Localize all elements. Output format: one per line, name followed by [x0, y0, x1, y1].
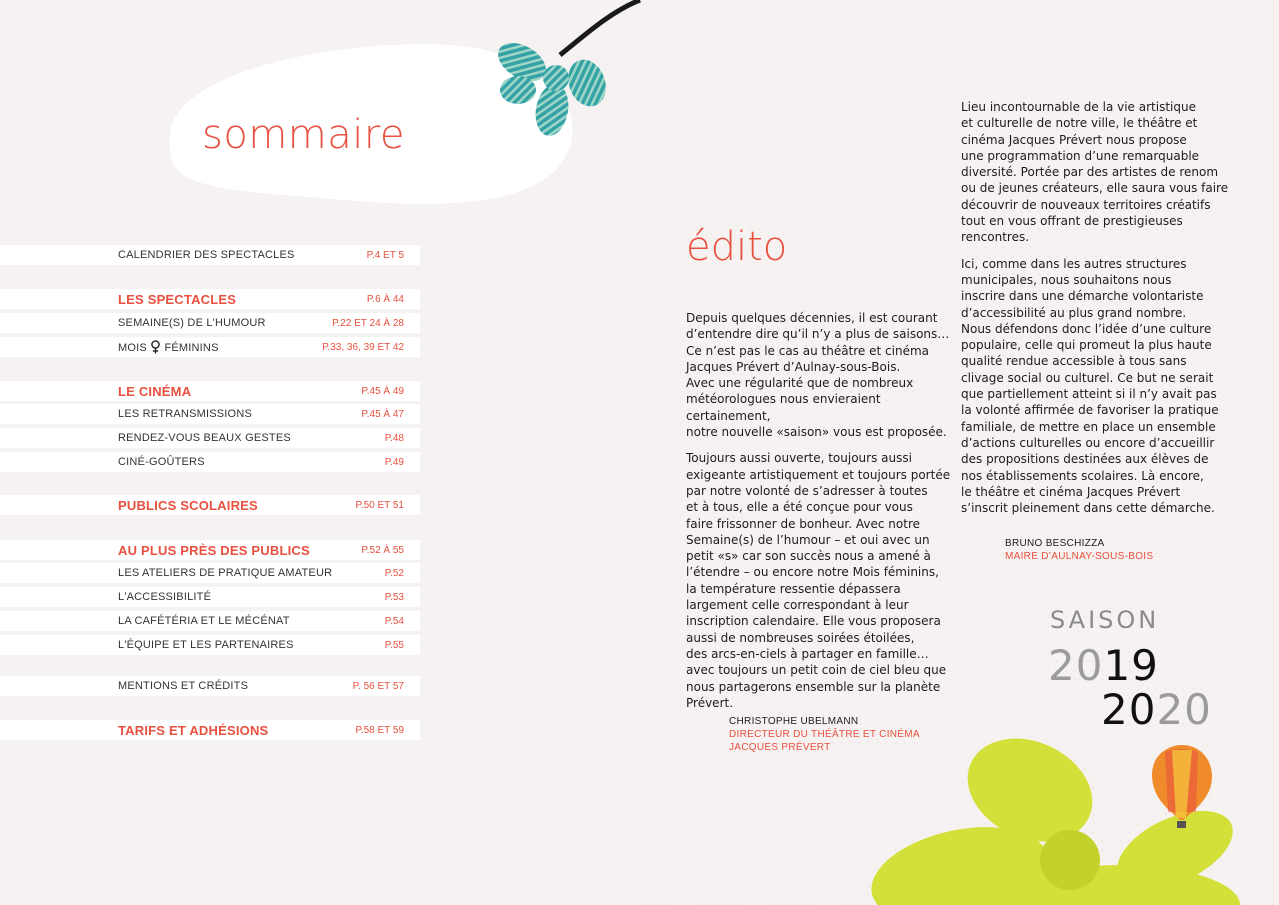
toc-page: P.45 À 49: [361, 385, 404, 397]
mayor-signature: [1005, 537, 1153, 563]
year-digits-black: 19: [1103, 641, 1159, 690]
season-label: SAISON: [1050, 606, 1160, 634]
toc-row[interactable]: [0, 337, 420, 357]
toc-label: AU PLUS PRÈS DES PUBLICS: [118, 542, 310, 558]
toc-row[interactable]: [0, 635, 420, 655]
toc-section-row[interactable]: [0, 289, 420, 309]
toc-label-before: MOIS: [118, 342, 147, 354]
toc-label: SEMAINE(S) DE L'HUMOUR: [118, 317, 266, 329]
season-year-start: [1048, 641, 1159, 690]
toc-row[interactable]: [0, 676, 420, 696]
toc-label: PUBLICS SCOLAIRES: [118, 497, 258, 513]
toc-row[interactable]: [0, 245, 420, 265]
edito-paragraph: Toujours aussi ouverte, toujours aussi exigeante artistiquement et toujours portée par notre volonté de s’adresser à toutes et à tous, elle a été conçue pour vous faire frissonner de bonheur. Avec notre Semaine(s) de l’humour – et oui avec un petit «s» car son succès nous a amené à l’étendre – ou encore notre Mois féminins, la température ressentie dépassera largement celle correspondant à leur inscription calendaire. Elle vous proposera aussi de nombreuses soirées étoilées, des arcs-en-ciels à partager en famille… avec toujours un petit coin de ciel bleu que nous partagerons ensemble sur la planète Prévert.: [686, 451, 951, 710]
sommaire-title: sommaire: [202, 112, 406, 158]
toc-label: LE CINÉMA: [118, 383, 192, 399]
signature-role: DIRECTEUR DU THÉÂTRE ET CINÉMA JACQUES PRÉVERT: [729, 729, 920, 753]
mayor-paragraph: Lieu incontournable de la vie artistique et culturelle de notre ville, le théâtre et cinéma Jacques Prévert nous propose une programmation d’une remarquable diversité. Portée par des artistes de renom ou de jeunes créateurs, elle saura vous faire découvrir de nouveaux territoires créatifs tout en vous offrant de prestigieuses rencontres.: [961, 100, 1229, 245]
mayor-body: [961, 99, 1231, 526]
toc-page: P.52 À 55: [361, 544, 404, 556]
toc-label: L'ACCESSIBILITÉ: [118, 591, 212, 603]
toc-page: P.22 ET 24 À 28: [332, 317, 404, 329]
toc-section-row[interactable]: [0, 540, 420, 560]
edito-body: [686, 310, 956, 721]
toc-page: P.55: [384, 639, 404, 651]
signature-name: CHRISTOPHE UBELMANN: [729, 716, 859, 727]
edito-signature: [729, 715, 920, 754]
year-digits-gray: 20: [1156, 685, 1212, 734]
toc-label: LES RETRANSMISSIONS: [118, 408, 252, 420]
toc-row[interactable]: [0, 452, 420, 472]
edito-title: édito: [686, 224, 788, 270]
toc-page: P.53: [384, 591, 404, 603]
edito-paragraph: Depuis quelques décennies, il est courant d’entendre dire qu’il n’y a plus de saisons… Ce n’est pas le cas au théâtre et cinéma Jacques Prévert d’Aulnay-sous-Bois. Avec une régularité que de nombreux météorologues nous envieraient certainement, notre nouvelle «saison» vous est proposée.: [686, 311, 950, 440]
toc-label: CALENDRIER DES SPECTACLES: [118, 249, 295, 261]
toc-label: LES SPECTACLES: [118, 291, 237, 307]
toc-page: P. 56 ET 57: [352, 680, 404, 692]
toc-label: [118, 340, 219, 354]
toc-label: RENDEZ-VOUS BEAUX GESTES: [118, 432, 291, 444]
toc-page: P.33, 36, 39 ET 42: [322, 341, 404, 353]
toc-label: CINÉ-GOÛTERS: [118, 456, 205, 468]
toc-row[interactable]: [0, 313, 420, 333]
toc-page: P.4 ET 5: [366, 249, 404, 261]
toc-page: P.58 ET 59: [355, 724, 404, 736]
signature-name: BRUNO BESCHIZZA: [1005, 538, 1105, 549]
toc-row[interactable]: [0, 587, 420, 607]
toc-section-row[interactable]: [0, 720, 420, 740]
toc-label: LES ATELIERS DE PRATIQUE AMATEUR: [118, 567, 333, 579]
toc-label: MENTIONS ET CRÉDITS: [118, 680, 249, 692]
toc-label-after: FÉMININS: [164, 342, 219, 354]
venus-symbol-icon: [150, 340, 161, 354]
toc-label: TARIFS ET ADHÉSIONS: [118, 722, 269, 738]
year-digits-gray: 20: [1048, 641, 1104, 690]
toc-row[interactable]: [0, 563, 420, 583]
toc-label: L'ÉQUIPE ET LES PARTENAIRES: [118, 639, 294, 651]
toc-row[interactable]: [0, 404, 420, 424]
toc-page: P.54: [384, 615, 404, 627]
toc-row[interactable]: [0, 611, 420, 631]
toc-page: P.49: [384, 456, 404, 468]
toc-page: P.45 À 47: [361, 408, 404, 420]
toc-page: P.50 ET 51: [355, 499, 404, 511]
toc-section-row[interactable]: [0, 381, 420, 401]
toc-page: P.6 À 44: [366, 293, 404, 305]
toc-row[interactable]: [0, 428, 420, 448]
signature-role: MAIRE D’AULNAY-SOUS-BOIS: [1005, 551, 1154, 562]
season-year-end: [1101, 685, 1212, 734]
year-digits-black: 20: [1101, 685, 1157, 734]
toc-page: P.48: [384, 432, 404, 444]
toc-section-row[interactable]: [0, 495, 420, 515]
mayor-paragraph: Ici, comme dans les autres structures municipales, nous souhaitons nous inscrire dans une démarche volontariste d’accessibilité au plus grand nombre. Nous défendons donc l’idée d’une culture populaire, celle qui promeut la plus haute qualité rendue accessible à tous sans clivage social ou culturel. Ce but ne serait que partiellement atteint si il n’y avait pas la volonté affirmée de favoriser la pratique familiale, de mettre en place un ensemble d’actions culturelles ou encore d’accueillir des propositions destinées aux élèves de nos établissements scolaires. Là encore, le théâtre et cinéma Jacques Prévert s’inscrit pleinement dans cette démarche.: [961, 256, 1219, 516]
toc-page: P.52: [384, 567, 404, 579]
toc-label: LA CAFÉTÉRIA ET LE MÉCÉNAT: [118, 615, 290, 627]
